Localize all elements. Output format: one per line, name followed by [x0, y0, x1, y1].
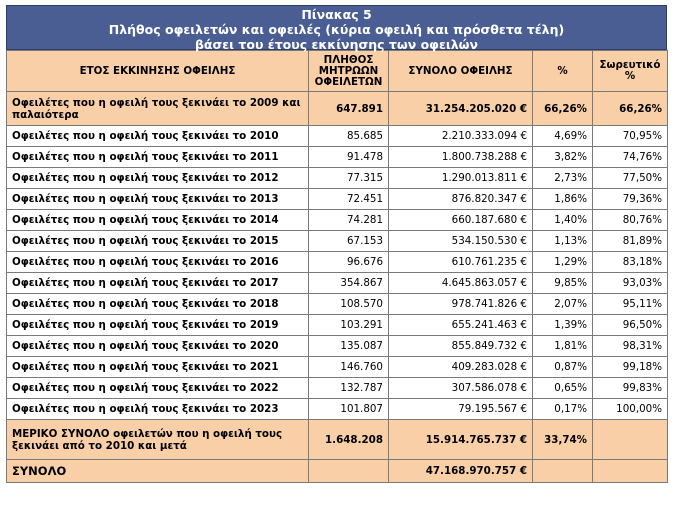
row-label: Οφειλέτες που η οφειλή τους ξεκινάει το 2021: [7, 357, 309, 378]
row-total: 855.849.732 €: [389, 336, 533, 357]
table-row: [7, 231, 668, 252]
grand-total-label: ΣΥΝΟΛΟ: [7, 460, 309, 483]
row-count: 101.807: [309, 399, 389, 420]
row-label: Οφειλέτες που η οφειλή τους ξεκινάει το 2012: [7, 168, 309, 189]
row-count: 85.685: [309, 126, 389, 147]
row-pct: 1,40%: [533, 210, 593, 231]
header-total: ΣΥΝΟΛΟ ΟΦΕΙΛΗΣ: [389, 51, 533, 92]
row-label: Οφειλέτες που η οφειλή τους ξεκινάει το 2020: [7, 336, 309, 357]
row-total: 610.761.235 €: [389, 252, 533, 273]
table-row: [7, 189, 668, 210]
table-container: [6, 5, 667, 483]
row-total: 534.150.530 €: [389, 231, 533, 252]
row-cumulative: 98,31%: [593, 336, 668, 357]
row-cumulative: 95,11%: [593, 294, 668, 315]
row-cumulative: 79,36%: [593, 189, 668, 210]
row-pct: 9,85%: [533, 273, 593, 294]
table-title-banner: [6, 5, 667, 50]
row-label: Οφειλέτες που η οφειλή τους ξεκινάει το 2018: [7, 294, 309, 315]
row-total: 1.290.013.811 €: [389, 168, 533, 189]
table-number: Πίνακας 5: [301, 7, 372, 22]
row-count: 146.760: [309, 357, 389, 378]
subtotal-row: [7, 420, 668, 460]
row-total: 79.195.567 €: [389, 399, 533, 420]
debt-table: [6, 50, 668, 483]
table-row: [7, 252, 668, 273]
table-row: [7, 378, 668, 399]
grand-total-count: [309, 460, 389, 483]
row-cumulative: 96,50%: [593, 315, 668, 336]
table-row: [7, 399, 668, 420]
grand-total-pct: [533, 460, 593, 483]
table-subtitle: βάσει του έτους εκκίνησης των οφειλών: [194, 37, 479, 52]
table-row: [7, 126, 668, 147]
row-cumulative: 80,76%: [593, 210, 668, 231]
row-total: 307.586.078 €: [389, 378, 533, 399]
row-count: 72.451: [309, 189, 389, 210]
header-cumulative-line1: Σωρευτικό: [599, 59, 661, 71]
subtotal-cumulative: [593, 420, 668, 460]
row-total: 660.187.680 €: [389, 210, 533, 231]
table-row: [7, 168, 668, 189]
row-pct: 1,86%: [533, 189, 593, 210]
row-pct: 0,87%: [533, 357, 593, 378]
table-row: [7, 210, 668, 231]
row-label: Οφειλέτες που η οφειλή τους ξεκινάει το 2022: [7, 378, 309, 399]
row-total: 1.800.738.288 €: [389, 147, 533, 168]
row-label: Οφειλέτες που η οφειλή τους ξεκινάει το 2009 και παλαιότερα: [7, 92, 309, 126]
row-label: Οφειλέτες που η οφειλή τους ξεκινάει το 2011: [7, 147, 309, 168]
row-cumulative: 81,89%: [593, 231, 668, 252]
row-count: 67.153: [309, 231, 389, 252]
row-count: 74.281: [309, 210, 389, 231]
row-pct: 1,39%: [533, 315, 593, 336]
row-total: 4.645.863.057 €: [389, 273, 533, 294]
row-cumulative: 74,76%: [593, 147, 668, 168]
row-label: Οφειλέτες που η οφειλή τους ξεκινάει το 2015: [7, 231, 309, 252]
row-count: 91.478: [309, 147, 389, 168]
row-total: 2.210.333.094 €: [389, 126, 533, 147]
row-count: 647.891: [309, 92, 389, 126]
grand-total-row: [7, 460, 668, 483]
row-cumulative: 77,50%: [593, 168, 668, 189]
row-label: Οφειλέτες που η οφειλή τους ξεκινάει το 2014: [7, 210, 309, 231]
row-total: 31.254.205.020 €: [389, 92, 533, 126]
table-row: [7, 315, 668, 336]
row-pct: 4,69%: [533, 126, 593, 147]
row-cumulative: 93,03%: [593, 273, 668, 294]
row-pct: 3,82%: [533, 147, 593, 168]
row-total: 655.241.463 €: [389, 315, 533, 336]
row-pct: 2,07%: [533, 294, 593, 315]
table-row: [7, 147, 668, 168]
header-count-line1: ΠΛΗΘΟΣ: [323, 53, 374, 66]
row-count: 135.087: [309, 336, 389, 357]
header-count: [309, 51, 389, 92]
row-cumulative: 99,83%: [593, 378, 668, 399]
row-pct: 1,29%: [533, 252, 593, 273]
table-row: [7, 92, 668, 126]
header-count-line3: ΟΦΕΙΛΕΤΩΝ: [314, 75, 383, 88]
row-count: 103.291: [309, 315, 389, 336]
row-label: Οφειλέτες που η οφειλή τους ξεκινάει το 2013: [7, 189, 309, 210]
row-pct: 0,65%: [533, 378, 593, 399]
row-pct: 0,17%: [533, 399, 593, 420]
grand-total-total: 47.168.970.757 €: [389, 460, 533, 483]
row-cumulative: 99,18%: [593, 357, 668, 378]
row-count: 132.787: [309, 378, 389, 399]
row-label: Οφειλέτες που η οφειλή τους ξεκινάει το 2019: [7, 315, 309, 336]
subtotal-label: ΜΕΡΙΚΟ ΣΥΝΟΛΟ οφειλετών που η οφειλή τους ξεκινάει από το 2010 και μετά: [7, 420, 309, 460]
row-cumulative: 66,26%: [593, 92, 668, 126]
subtotal-total: 15.914.765.737 €: [389, 420, 533, 460]
header-cumulative: [593, 51, 668, 92]
table-row: [7, 336, 668, 357]
table-title: Πλήθος οφειλετών και οφειλές (κύρια οφειλή και πρόσθετα τέλη): [108, 22, 565, 37]
row-cumulative: 70,95%: [593, 126, 668, 147]
row-total: 978.741.826 €: [389, 294, 533, 315]
row-count: 354.867: [309, 273, 389, 294]
row-count: 96.676: [309, 252, 389, 273]
row-label: Οφειλέτες που η οφειλή τους ξεκινάει το 2023: [7, 399, 309, 420]
row-cumulative: 100,00%: [593, 399, 668, 420]
row-count: 77.315: [309, 168, 389, 189]
header-year: ΕΤΟΣ ΕΚΚΙΝΗΣΗΣ ΟΦΕΙΛΗΣ: [7, 51, 309, 92]
header-pct: %: [533, 51, 593, 92]
row-count: 108.570: [309, 294, 389, 315]
row-pct: 1,81%: [533, 336, 593, 357]
row-pct: 1,13%: [533, 231, 593, 252]
grand-total-cumulative: [593, 460, 668, 483]
row-total: 876.820.347 €: [389, 189, 533, 210]
subtotal-count: 1.648.208: [309, 420, 389, 460]
row-label: Οφειλέτες που η οφειλή τους ξεκινάει το 2016: [7, 252, 309, 273]
table-row: [7, 273, 668, 294]
table-row: [7, 357, 668, 378]
row-label: Οφειλέτες που η οφειλή τους ξεκινάει το 2017: [7, 273, 309, 294]
subtotal-pct: 33,74%: [533, 420, 593, 460]
row-cumulative: 83,18%: [593, 252, 668, 273]
row-total: 409.283.028 €: [389, 357, 533, 378]
row-pct: 2,73%: [533, 168, 593, 189]
table-row: [7, 294, 668, 315]
header-count-line2: ΜΗΤΡΩΩΝ: [318, 64, 379, 77]
row-pct: 66,26%: [533, 92, 593, 126]
row-label: Οφειλέτες που η οφειλή τους ξεκινάει το 2010: [7, 126, 309, 147]
header-cumulative-line2: %: [624, 70, 636, 82]
header-row: [7, 51, 668, 92]
